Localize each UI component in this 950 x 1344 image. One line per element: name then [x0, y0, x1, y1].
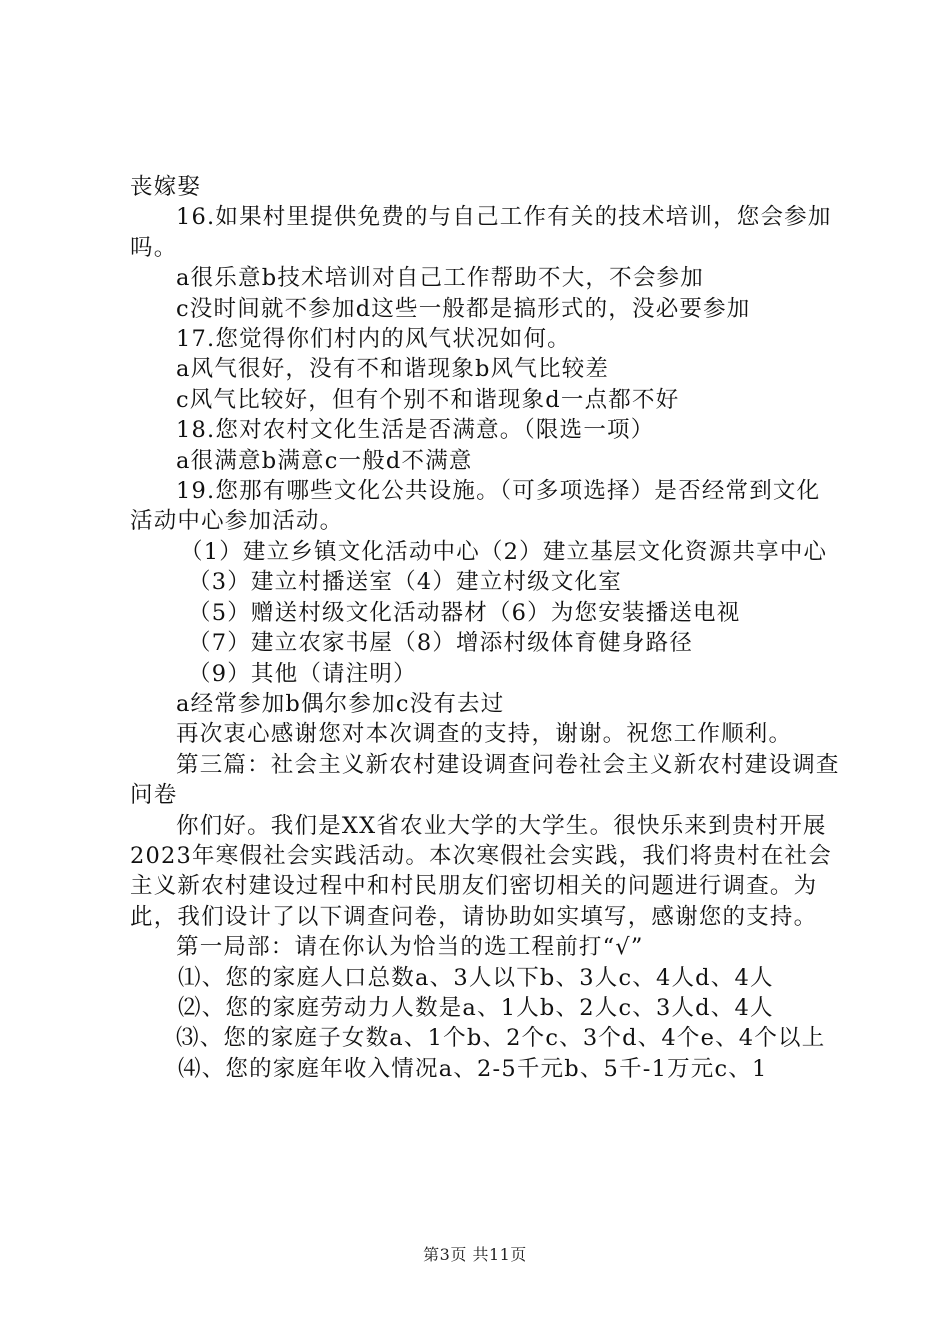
question-19-option-9: （9）其他（请注明） — [188, 660, 417, 687]
question-19-option-5-6: （5）赠送村级文化活动器材（6）为您安装播送电视 — [188, 599, 741, 626]
item-3: ⑶、您的家庭子女数a、1个b、2个c、3个d、4个e、4个以上 — [176, 1025, 826, 1052]
item-2: ⑵、您的家庭劳动力人数是a、1人b、2人c、3人d、4人 — [178, 994, 774, 1021]
question-19: 19.您那有哪些文化公共设施。（可多项选择）是否经常到文化活动中心参加活动。 — [130, 478, 821, 535]
question-17-options-cd: c风气比较好，但有个别不和谐现象d一点都不好 — [176, 386, 680, 413]
question-18-options: a很满意b满意c一般d不满意 — [176, 447, 473, 474]
question-16-options-ab: a很乐意b技术培训对自己工作帮助不大，不会参加 — [176, 265, 704, 292]
question-16: 16.如果村里提供免费的与自己工作有关的技术培训，您会参加吗。 — [130, 204, 832, 261]
text-line: 丧嫁娶 — [130, 174, 202, 200]
item-1: ⑴、您的家庭人口总数a、3人以下b、3人c、4人d、4人 — [178, 964, 774, 991]
part-one-heading: 第一局部：请在你认为恰当的选工程前打“√” — [176, 934, 644, 961]
page-footer: 第3页 共11页 — [423, 1245, 527, 1264]
question-19-option-3-4: （3）建立村播送室（4）建立村级文化室 — [188, 569, 622, 596]
document-body — [130, 172, 840, 1084]
item-4: ⑷、您的家庭年收入情况a、2-5千元b、5千-1万元c、1 — [178, 1055, 768, 1082]
intro-paragraph: 你们好。我们是XX省农业大学的大学生。很快乐来到贵村开展2023年寒假社会实践活动。本次寒假社会实践，我们将贵村在社会主义新农村建设过程中和村民朋友们密切相关的问题进行调查。为此，我们设计了以下调查问卷，请协助如实填写，感谢您的支持。 — [130, 812, 832, 930]
question-19-option-1-2: （1）建立乡镇文化活动中心（2）建立基层文化资源共享中心 — [180, 538, 828, 565]
thanks-line: 再次衷心感谢您对本次调查的支持，谢谢。祝您工作顺利。 — [176, 721, 793, 748]
question-19-frequency-options: a经常参加b偶尔参加c没有去过 — [176, 690, 505, 717]
section-title: 第三篇：社会主义新农村建设调查问卷社会主义新农村建设调查问卷 — [130, 751, 840, 809]
question-17: 17.您觉得你们村内的风气状况如何。 — [176, 326, 571, 353]
question-17-options-ab: a风气很好，没有不和谐现象b风气比较差 — [176, 356, 610, 383]
question-16-options-cd: c没时间就不参加d这些一般都是搞形式的，没必要参加 — [176, 295, 751, 322]
question-18: 18.您对农村文化生活是否满意。（限选一项） — [176, 417, 655, 444]
question-19-option-7-8: （7）建立农家书屋（8）增添村级体育健身路径 — [188, 630, 694, 657]
